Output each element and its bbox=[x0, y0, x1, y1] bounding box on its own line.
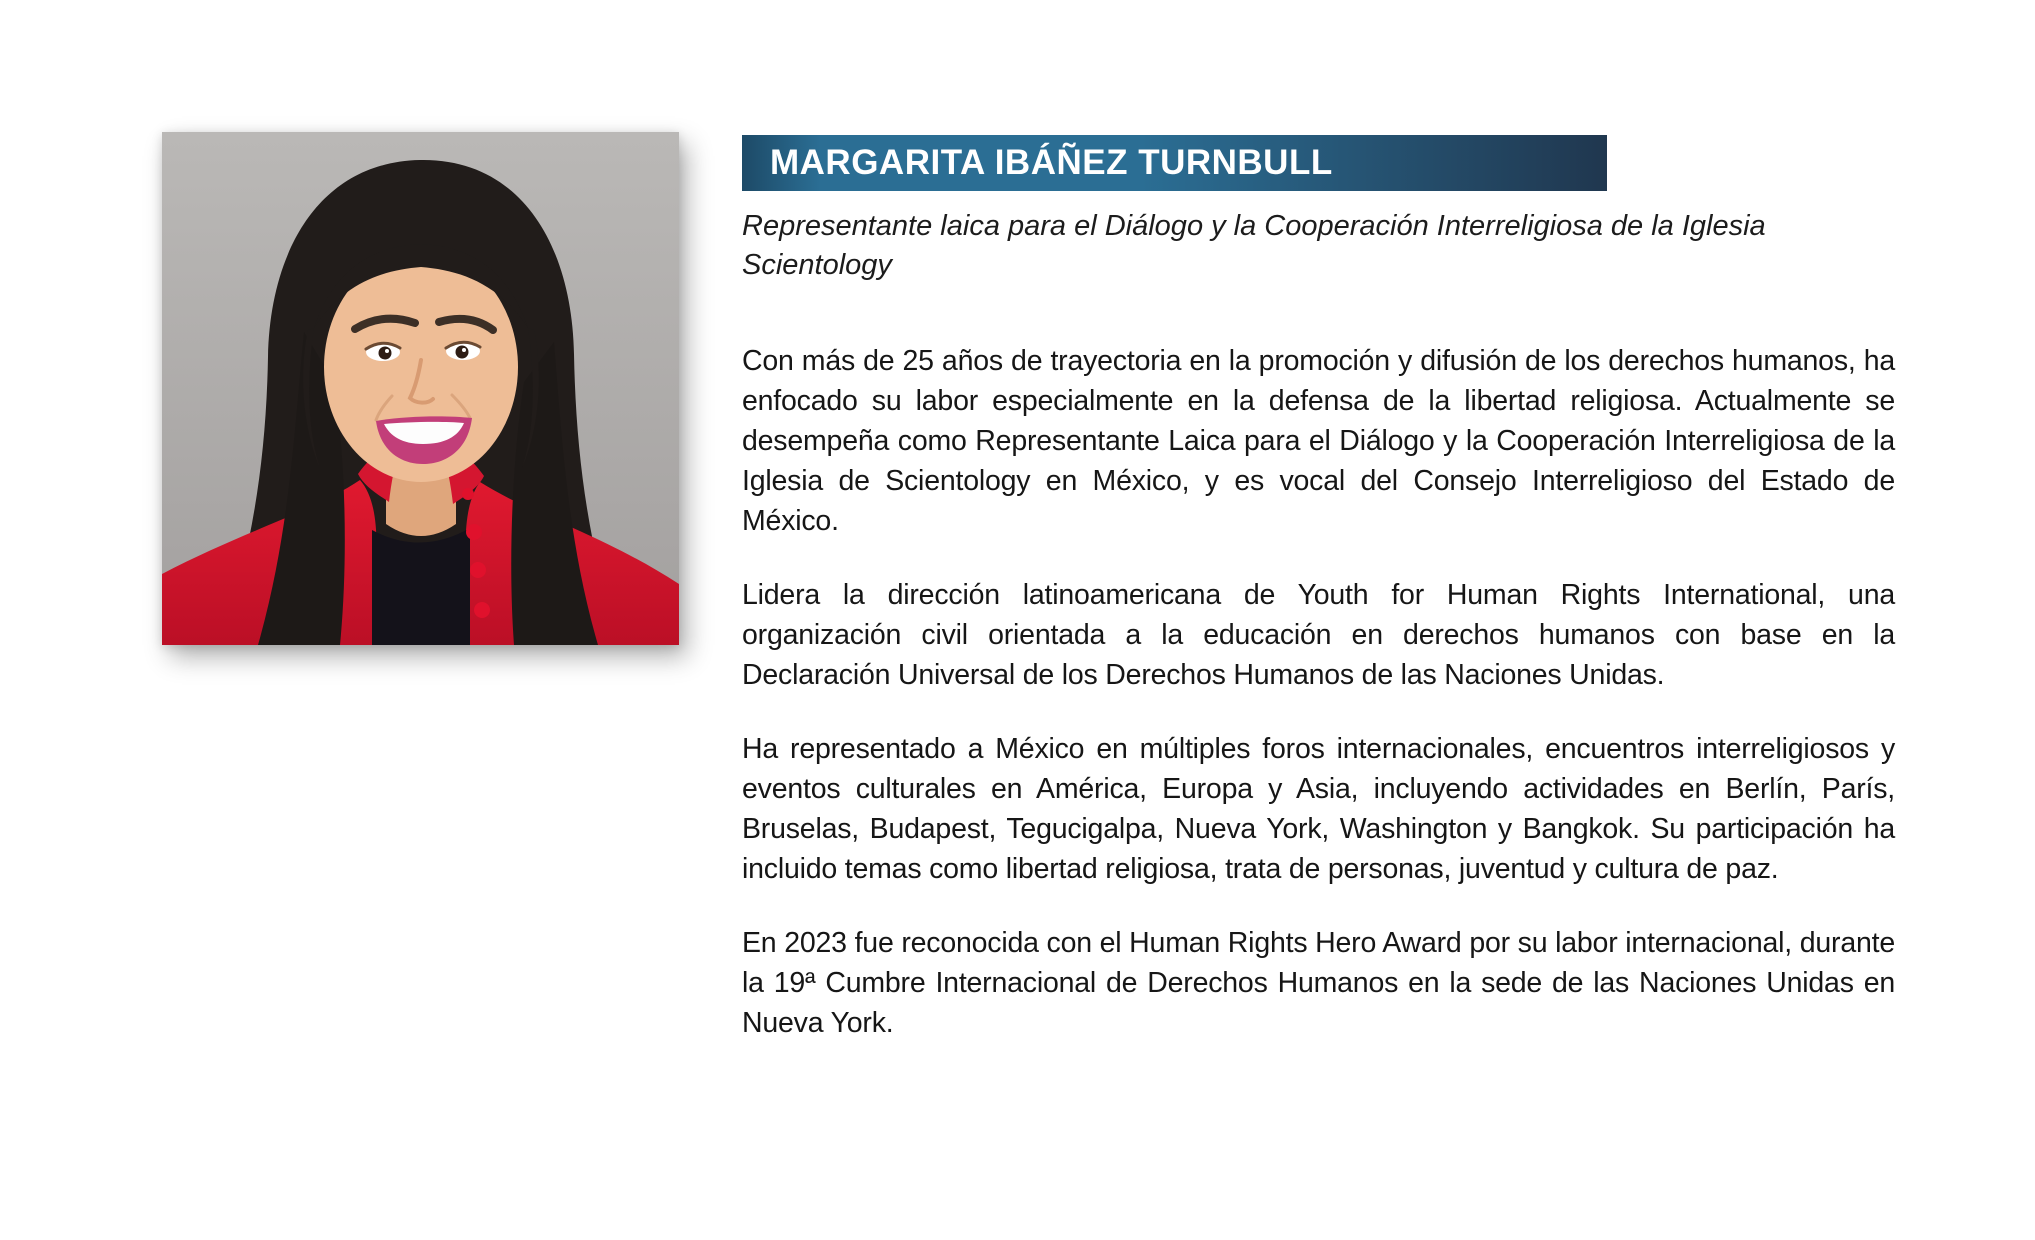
bio-paragraph-1: Con más de 25 años de trayectoria en la promoción y difusión de los derechos humanos, ha enfocado su labor especialmente en la defensa de la libertad religiosa. Actualmente se desempeña como Representante Laica para el Diálogo y la Cooperación Interreligiosa de la Iglesia de Scientology en México, y es vocal del Consejo Interreligioso del Estado de México. bbox=[742, 345, 1895, 537]
portrait-illustration bbox=[162, 132, 679, 645]
person-name: MARGARITA IBÁÑEZ TURNBULL bbox=[770, 143, 1333, 182]
portrait-photo bbox=[162, 132, 679, 645]
bio-paragraph-3: Ha representado a México en múltiples foros internacionales, encuentros interreligiosos y eventos culturales en América, Europa y Asia, incluyendo actividades en Berlín, París, Bruselas, Budapest, Tegucigalpa, Nueva York, Washington y Bangkok. Su participación ha incluido temas como libertad religiosa, trata de personas, juventud y cultura de paz. bbox=[742, 733, 1895, 885]
person-role-subtitle: Representante laica para el Diálogo y la Cooperación Interreligiosa de la Iglesia Scientology bbox=[742, 210, 1766, 281]
name-header-bar bbox=[742, 135, 1607, 191]
bio-paragraph-2: Lidera la dirección latinoamericana de Youth for Human Rights International, una organización civil orientada a la educación en derechos humanos con base en la Declaración Universal de los Derechos Humanos de las Naciones Unidas. bbox=[742, 579, 1895, 691]
biography-text bbox=[742, 341, 1895, 1043]
bio-paragraph-4: En 2023 fue reconocida con el Human Rights Hero Award por su labor internacional, durante la 19ª Cumbre Internacional de Derechos Humanos en la sede de las Naciones Unidas en Nueva York. bbox=[742, 927, 1895, 1039]
